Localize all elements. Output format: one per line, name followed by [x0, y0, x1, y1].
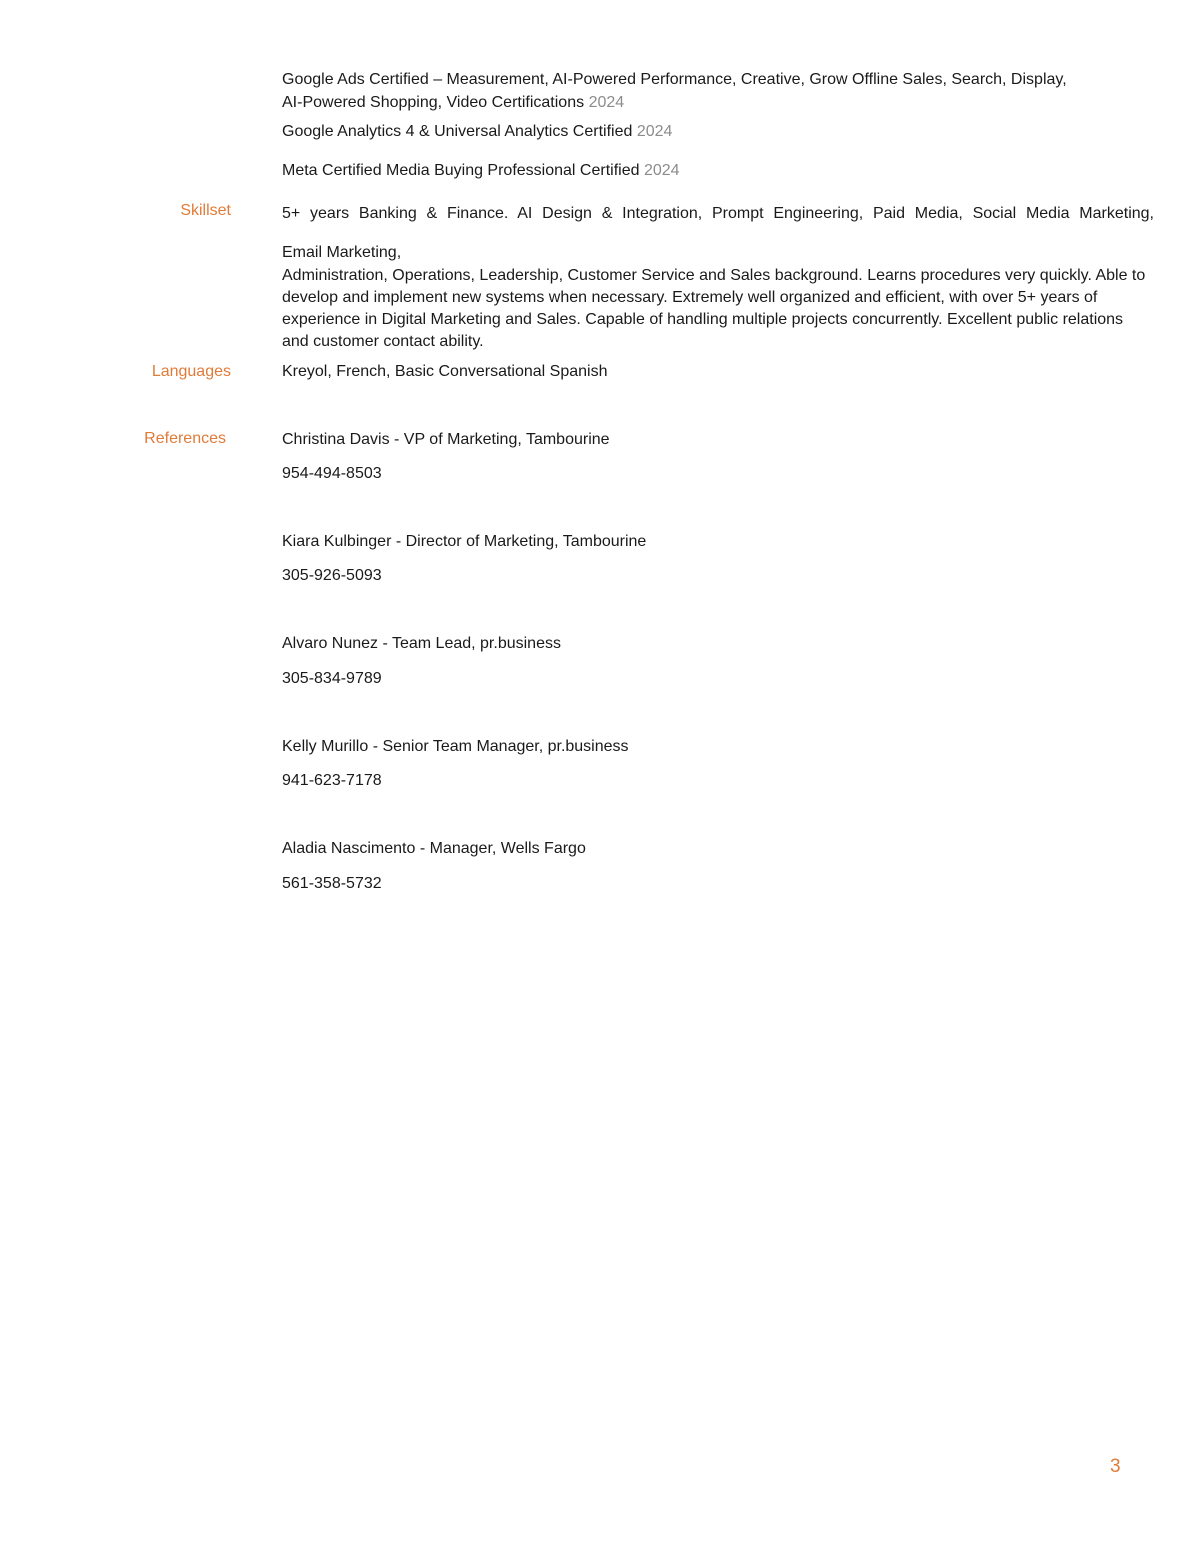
section-label-references: References	[144, 430, 226, 447]
skillset-line-2: Email Marketing,	[282, 244, 402, 261]
reference-phone: 954-494-8503	[282, 465, 382, 482]
reference-name: Alvaro Nunez - Team Lead, pr.business	[282, 635, 561, 652]
cert-google-ads-line2	[282, 92, 624, 114]
cert-google-ads-line1	[282, 69, 1067, 91]
cert-meta-text: Meta Certified Media Buying Professional Certified	[282, 162, 640, 179]
cert-year: 2024	[636, 123, 673, 140]
reference-phone: 941-623-7178	[282, 772, 382, 789]
reference-name: Aladia Nascimento - Manager, Wells Fargo	[282, 840, 586, 857]
section-label-languages: Languages	[151, 363, 231, 380]
cert-google-ads-text-line2: AI-Powered Shopping, Video Certifications	[282, 94, 585, 111]
reference-name: Kiara Kulbinger - Director of Marketing, Tambourine	[282, 533, 647, 550]
cert-google-ads-text-line1: Google Ads Certified – Measurement, AI-Powered Performance, Creative, Grow Offline Sales, Search, Display,	[282, 71, 1067, 88]
languages-value: Kreyol, French, Basic Conversational Spanish	[282, 363, 608, 380]
cert-google-analytics	[282, 121, 672, 143]
reference-name: Kelly Murillo - Senior Team Manager, pr.business	[282, 738, 629, 755]
reference-phone: 305-926-5093	[282, 567, 382, 584]
reference-phone: 561-358-5732	[282, 875, 382, 892]
cert-year: 2024	[643, 162, 680, 179]
cert-year: 2024	[588, 94, 625, 111]
section-label-skillset: Skillset	[180, 202, 231, 219]
cert-google-analytics-text: Google Analytics 4 & Universal Analytics Certified	[282, 123, 633, 140]
skillset-paragraph: Administration, Operations, Leadership, Customer Service and Sales background. Learns procedures very quickly. Able to develop and implement new systems when necessary. Extremely well organized and efficient, with over 5+ years of experience in Digital Marketing and Sales. Capable of handling multiple projects concurrently. Excellent public relations and customer contact ability.	[282, 267, 1146, 350]
cert-meta	[282, 160, 680, 182]
skillset-line-1: 5+ years Banking & Finance. AI Design & Integration, Prompt Engineering, Paid Media, Social Media Marketing,	[282, 205, 1154, 222]
reference-name: Christina Davis - VP of Marketing, Tambourine	[282, 431, 610, 448]
page-number: 3	[1110, 1456, 1121, 1477]
reference-phone: 305-834-9789	[282, 670, 382, 687]
